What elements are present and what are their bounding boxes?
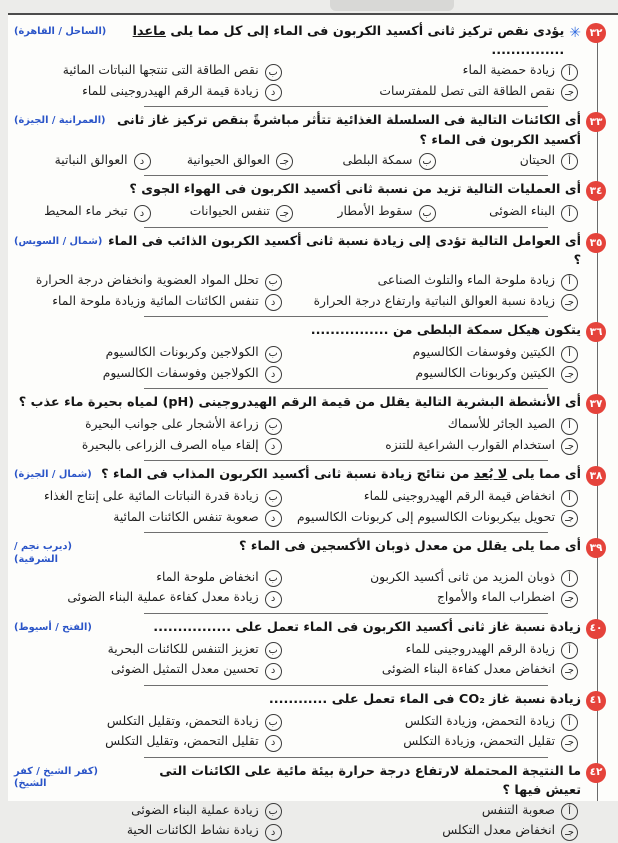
option-text: زيادة قيمة الرقم الهيدروجينى للماء xyxy=(82,83,259,98)
option-text: انخفاض معدل التكلس xyxy=(442,823,555,838)
option-row xyxy=(14,151,151,171)
option-row xyxy=(292,508,578,528)
option-text: صعوبة التنفس xyxy=(481,802,555,817)
option-text: نقص الطاقة التى تصل للمفترسات xyxy=(379,83,555,98)
option-row xyxy=(14,82,282,102)
question-number-badge: ٤٠ xyxy=(586,619,606,639)
question-number-badge: ٣٤ xyxy=(586,181,606,201)
option-text: الصيد الجائر للأسماك xyxy=(447,417,555,432)
question-number-badge: ٣٣ xyxy=(586,112,606,132)
question-text: زيادة نسبة غاز CO₂ فى الماء تعمل على ............ xyxy=(268,691,581,707)
option-text: سمكة البلطى xyxy=(342,152,413,167)
exam-page xyxy=(8,13,618,838)
region-tag: (العمرانية / الجيزة) xyxy=(14,115,106,127)
option-letter: د xyxy=(265,735,282,752)
option-text: تقليل التحمض، وزيادة التكلس xyxy=(403,734,555,749)
option-row xyxy=(292,292,578,312)
separator xyxy=(144,460,548,461)
option-row xyxy=(14,821,282,841)
option-row xyxy=(14,343,282,363)
option-letter: أ xyxy=(561,490,578,507)
separator xyxy=(144,757,548,758)
option-row xyxy=(14,801,282,821)
question-block xyxy=(14,22,606,107)
question-block xyxy=(14,180,606,228)
option-row xyxy=(14,712,282,732)
option-text: زيادة الرقم الهيدروجينى للماء xyxy=(405,641,555,656)
option-letter: جـ xyxy=(276,153,293,170)
option-text: اضطراب الماء والأمواج xyxy=(436,590,555,605)
option-row xyxy=(14,364,282,384)
option-row xyxy=(14,640,282,660)
question-text: أى العوامل التالية تؤدى إلى زيادة نسبة ثانى أكسيد الكربون الذائب فى الماء ؟ xyxy=(108,233,581,268)
option-letter: جـ xyxy=(561,438,578,455)
option-row xyxy=(14,487,282,507)
question-number-badge: ٤١ xyxy=(586,691,606,711)
region-tag: (الفتح / أسيوط) xyxy=(14,621,92,633)
option-row xyxy=(292,660,578,680)
option-letter: أ xyxy=(561,570,578,587)
separator xyxy=(144,175,548,176)
option-letter: ب xyxy=(265,642,282,659)
option-text: العوالق الحيوانية xyxy=(186,152,270,167)
option-letter: أ xyxy=(561,64,578,81)
option-text: ذوبان المزيد من ثانى أكسيد الكربون xyxy=(370,569,555,584)
option-letter: جـ xyxy=(561,366,578,383)
option-row xyxy=(292,732,578,752)
option-text: نقص الطاقة التى تنتجها النباتات المائية xyxy=(62,63,259,78)
option-row xyxy=(14,292,282,312)
option-text: زيادة نسبة العوالق النباتية وارتفاع درجة الحرارة xyxy=(313,293,555,308)
question-text: يتكون هيكل سمكة البلطى من ................ xyxy=(310,323,581,339)
option-row xyxy=(299,151,436,171)
option-text: العوالق النباتية xyxy=(54,152,128,167)
region-tag: (شمال / الجيزة) xyxy=(14,469,92,481)
option-letter: د xyxy=(134,205,151,222)
option-row xyxy=(292,568,578,588)
question-block xyxy=(14,618,606,686)
option-text: انخفاض ملوحة الماء xyxy=(156,569,259,584)
separator xyxy=(144,685,548,686)
option-letter: ب xyxy=(265,570,282,587)
option-row xyxy=(292,271,578,291)
option-text: زيادة التحمض، وزيادة التكلس xyxy=(404,713,555,728)
option-text: تنفس الكائنات المائية وزيادة ملوحة الماء xyxy=(52,293,259,308)
question-text: أى الأنشطة البشرية التالية يقلل من قيمة الرقم الهيدروجينى (pH) لمياه بحيرة ماء عذب ؟ xyxy=(18,395,581,411)
option-letter: جـ xyxy=(561,510,578,527)
option-letter: أ xyxy=(561,803,578,820)
question-number-badge: ٤٢ xyxy=(586,763,606,783)
option-letter: أ xyxy=(561,346,578,363)
option-row xyxy=(292,588,578,608)
option-letter: أ xyxy=(561,418,578,435)
option-row xyxy=(292,61,578,81)
questions-list xyxy=(8,15,618,843)
option-text: تنفس الحيوانات xyxy=(189,204,270,219)
top-page-tab xyxy=(330,0,454,11)
option-text: الكولاجين وفوسفات الكالسيوم xyxy=(102,365,259,380)
option-row xyxy=(157,202,294,222)
option-row xyxy=(157,151,294,171)
question-block xyxy=(14,321,606,389)
option-letter: د xyxy=(134,153,151,170)
question-text: يؤدى نقص تركيز ثانى أكسيد الكربون فى الماء إلى كل مما يلى ماعدا ............... xyxy=(132,24,565,59)
option-row xyxy=(292,343,578,363)
option-text: انخفاض معدل كفاءة البناء الضوئى xyxy=(381,662,555,677)
option-letter: أ xyxy=(561,714,578,731)
option-row xyxy=(292,487,578,507)
option-letter: ب xyxy=(265,490,282,507)
question-text: ما النتيجة المحتملة لارتفاع درجة حرارة بيئة مائية على الكائنات التى تعيش فيها ؟ xyxy=(159,763,581,798)
option-letter: ب xyxy=(419,205,436,222)
option-letter: جـ xyxy=(561,663,578,680)
question-block xyxy=(14,393,606,461)
question-text: زيادة نسبة غاز ثانى أكسيد الكربون فى الماء تعمل على ................ xyxy=(153,619,581,635)
option-row xyxy=(292,415,578,435)
option-letter: أ xyxy=(561,274,578,291)
option-letter: جـ xyxy=(561,84,578,101)
option-row xyxy=(442,151,579,171)
question-block xyxy=(14,762,606,843)
option-letter: جـ xyxy=(561,735,578,752)
option-text: صعوبة تنفس الكائنات المائية xyxy=(113,509,259,524)
option-text: إلقاء مياه الصرف الزراعى بالبحيرة xyxy=(81,437,259,452)
region-tag: (ديرب نجم / الشرقية) xyxy=(14,541,72,565)
option-text: سقوط الأمطار xyxy=(337,204,413,219)
option-letter: د xyxy=(265,663,282,680)
option-text: تحلل المواد العضوية وانخفاض درجة الحرارة xyxy=(35,273,259,288)
option-letter: د xyxy=(265,294,282,311)
option-text: انخفاض قيمة الرقم الهيدروجينى للماء xyxy=(363,489,555,504)
option-row xyxy=(14,588,282,608)
option-row xyxy=(292,640,578,660)
region-tag: (شمال / السويس) xyxy=(14,235,103,247)
option-row xyxy=(14,660,282,680)
option-row xyxy=(14,415,282,435)
option-text: زيادة ملوحة الماء والتلوث الصناعى xyxy=(377,273,555,288)
option-row xyxy=(14,436,282,456)
question-block xyxy=(14,537,606,613)
separator xyxy=(144,227,548,228)
option-text: زيادة نشاط الكائنات الحية xyxy=(126,823,259,838)
question-text: أى الكائنات التالية فى السلسلة الغذائية تتأثر مباشرةً بنقص تركيز غاز ثانى أكسيد الكربون فى الماء ؟ xyxy=(116,113,581,148)
option-text: تحويل بيكربونات الكالسيوم إلى كربونات الكالسيوم xyxy=(297,509,555,524)
question-text: أى مما يلى يقلل من معدل ذوبان الأكسجين فى الماء ؟ xyxy=(239,539,581,555)
separator xyxy=(144,388,548,389)
option-text: زراعة الأشجار على جوانب البحيرة xyxy=(85,417,259,432)
option-letter: أ xyxy=(561,153,578,170)
question-text: أى مما يلى لا يُعد من نتائج زيادة نسبة ثانى أكسيد الكربون المذاب فى الماء ؟ xyxy=(101,467,581,483)
option-row xyxy=(14,202,151,222)
option-letter: جـ xyxy=(561,294,578,311)
question-block xyxy=(14,690,606,758)
option-text: الكيتين وكربونات الكالسيوم xyxy=(415,365,555,380)
question-number-badge: ٣٢ xyxy=(586,23,606,43)
option-text: استخدام القوارب الشراعية للتنزه xyxy=(385,437,555,452)
question-number-badge: ٣٦ xyxy=(586,322,606,342)
option-row xyxy=(292,801,578,821)
option-letter: أ xyxy=(561,642,578,659)
option-letter: أ xyxy=(561,205,578,222)
option-letter: ب xyxy=(265,714,282,731)
option-letter: جـ xyxy=(561,824,578,841)
option-row xyxy=(14,61,282,81)
separator xyxy=(144,106,548,107)
option-letter: د xyxy=(265,366,282,383)
option-row xyxy=(14,271,282,291)
option-letter: ب xyxy=(265,64,282,81)
option-text: زيادة عملية البناء الضوئى xyxy=(131,802,259,817)
region-tag: (الساحل / القاهرة) xyxy=(14,26,107,37)
separator xyxy=(144,613,548,614)
separator xyxy=(144,532,548,533)
option-letter: ب xyxy=(265,274,282,291)
question-text: أى العمليات التالية تزيد من نسبة ثانى أكسيد الكربون فى الهواء الجوى ؟ xyxy=(129,182,581,198)
question-number-badge: ٣٥ xyxy=(586,233,606,253)
star-icon: ✳ xyxy=(569,25,581,41)
question-number-badge: ٣٨ xyxy=(586,466,606,486)
option-text: زيادة قدرة النباتات المائية على إنتاج الغذاء xyxy=(43,489,259,504)
option-letter: د xyxy=(265,510,282,527)
question-block xyxy=(14,232,606,317)
question-block xyxy=(14,465,606,533)
separator xyxy=(144,316,548,317)
option-text: تبخر ماء المحيط xyxy=(44,204,128,219)
option-text: زيادة حمضية الماء xyxy=(462,63,555,78)
region-tag: (كفر الشيخ / كفر الشيخ) xyxy=(14,765,99,790)
option-letter: د xyxy=(265,591,282,608)
question-block xyxy=(14,111,606,176)
option-row xyxy=(14,732,282,752)
option-row xyxy=(442,202,579,222)
option-text: تحسين معدل التمثيل الضوئى xyxy=(111,662,259,677)
option-row xyxy=(292,364,578,384)
option-letter: ب xyxy=(265,346,282,363)
option-letter: ب xyxy=(265,418,282,435)
option-row xyxy=(14,568,282,588)
option-text: زيادة معدل كفاءة عملية البناء الضوئى xyxy=(67,590,259,605)
option-row xyxy=(299,202,436,222)
option-text: الكولاجين وكربونات الكالسيوم xyxy=(105,345,259,360)
option-text: تقليل التحمض، وتقليل التكلس xyxy=(105,734,259,749)
option-row xyxy=(292,821,578,841)
option-row xyxy=(292,436,578,456)
option-text: تعزيز التنفس للكائنات البحرية xyxy=(107,641,259,656)
question-number-badge: ٣٩ xyxy=(586,538,606,558)
option-row xyxy=(14,508,282,528)
option-letter: جـ xyxy=(276,205,293,222)
option-letter: ب xyxy=(265,803,282,820)
option-text: البناء الضوئى xyxy=(489,204,555,219)
option-letter: جـ xyxy=(561,591,578,608)
option-letter: ب xyxy=(419,153,436,170)
option-text: زيادة التحمض، وتقليل التكلس xyxy=(106,713,259,728)
option-letter: د xyxy=(265,438,282,455)
option-row xyxy=(292,712,578,732)
option-letter: د xyxy=(265,824,282,841)
option-text: الحيتان xyxy=(519,152,555,167)
question-number-badge: ٣٧ xyxy=(586,394,606,414)
option-text: الكيتين وفوسفات الكالسيوم xyxy=(412,345,555,360)
option-row xyxy=(292,82,578,102)
option-letter: د xyxy=(265,84,282,101)
